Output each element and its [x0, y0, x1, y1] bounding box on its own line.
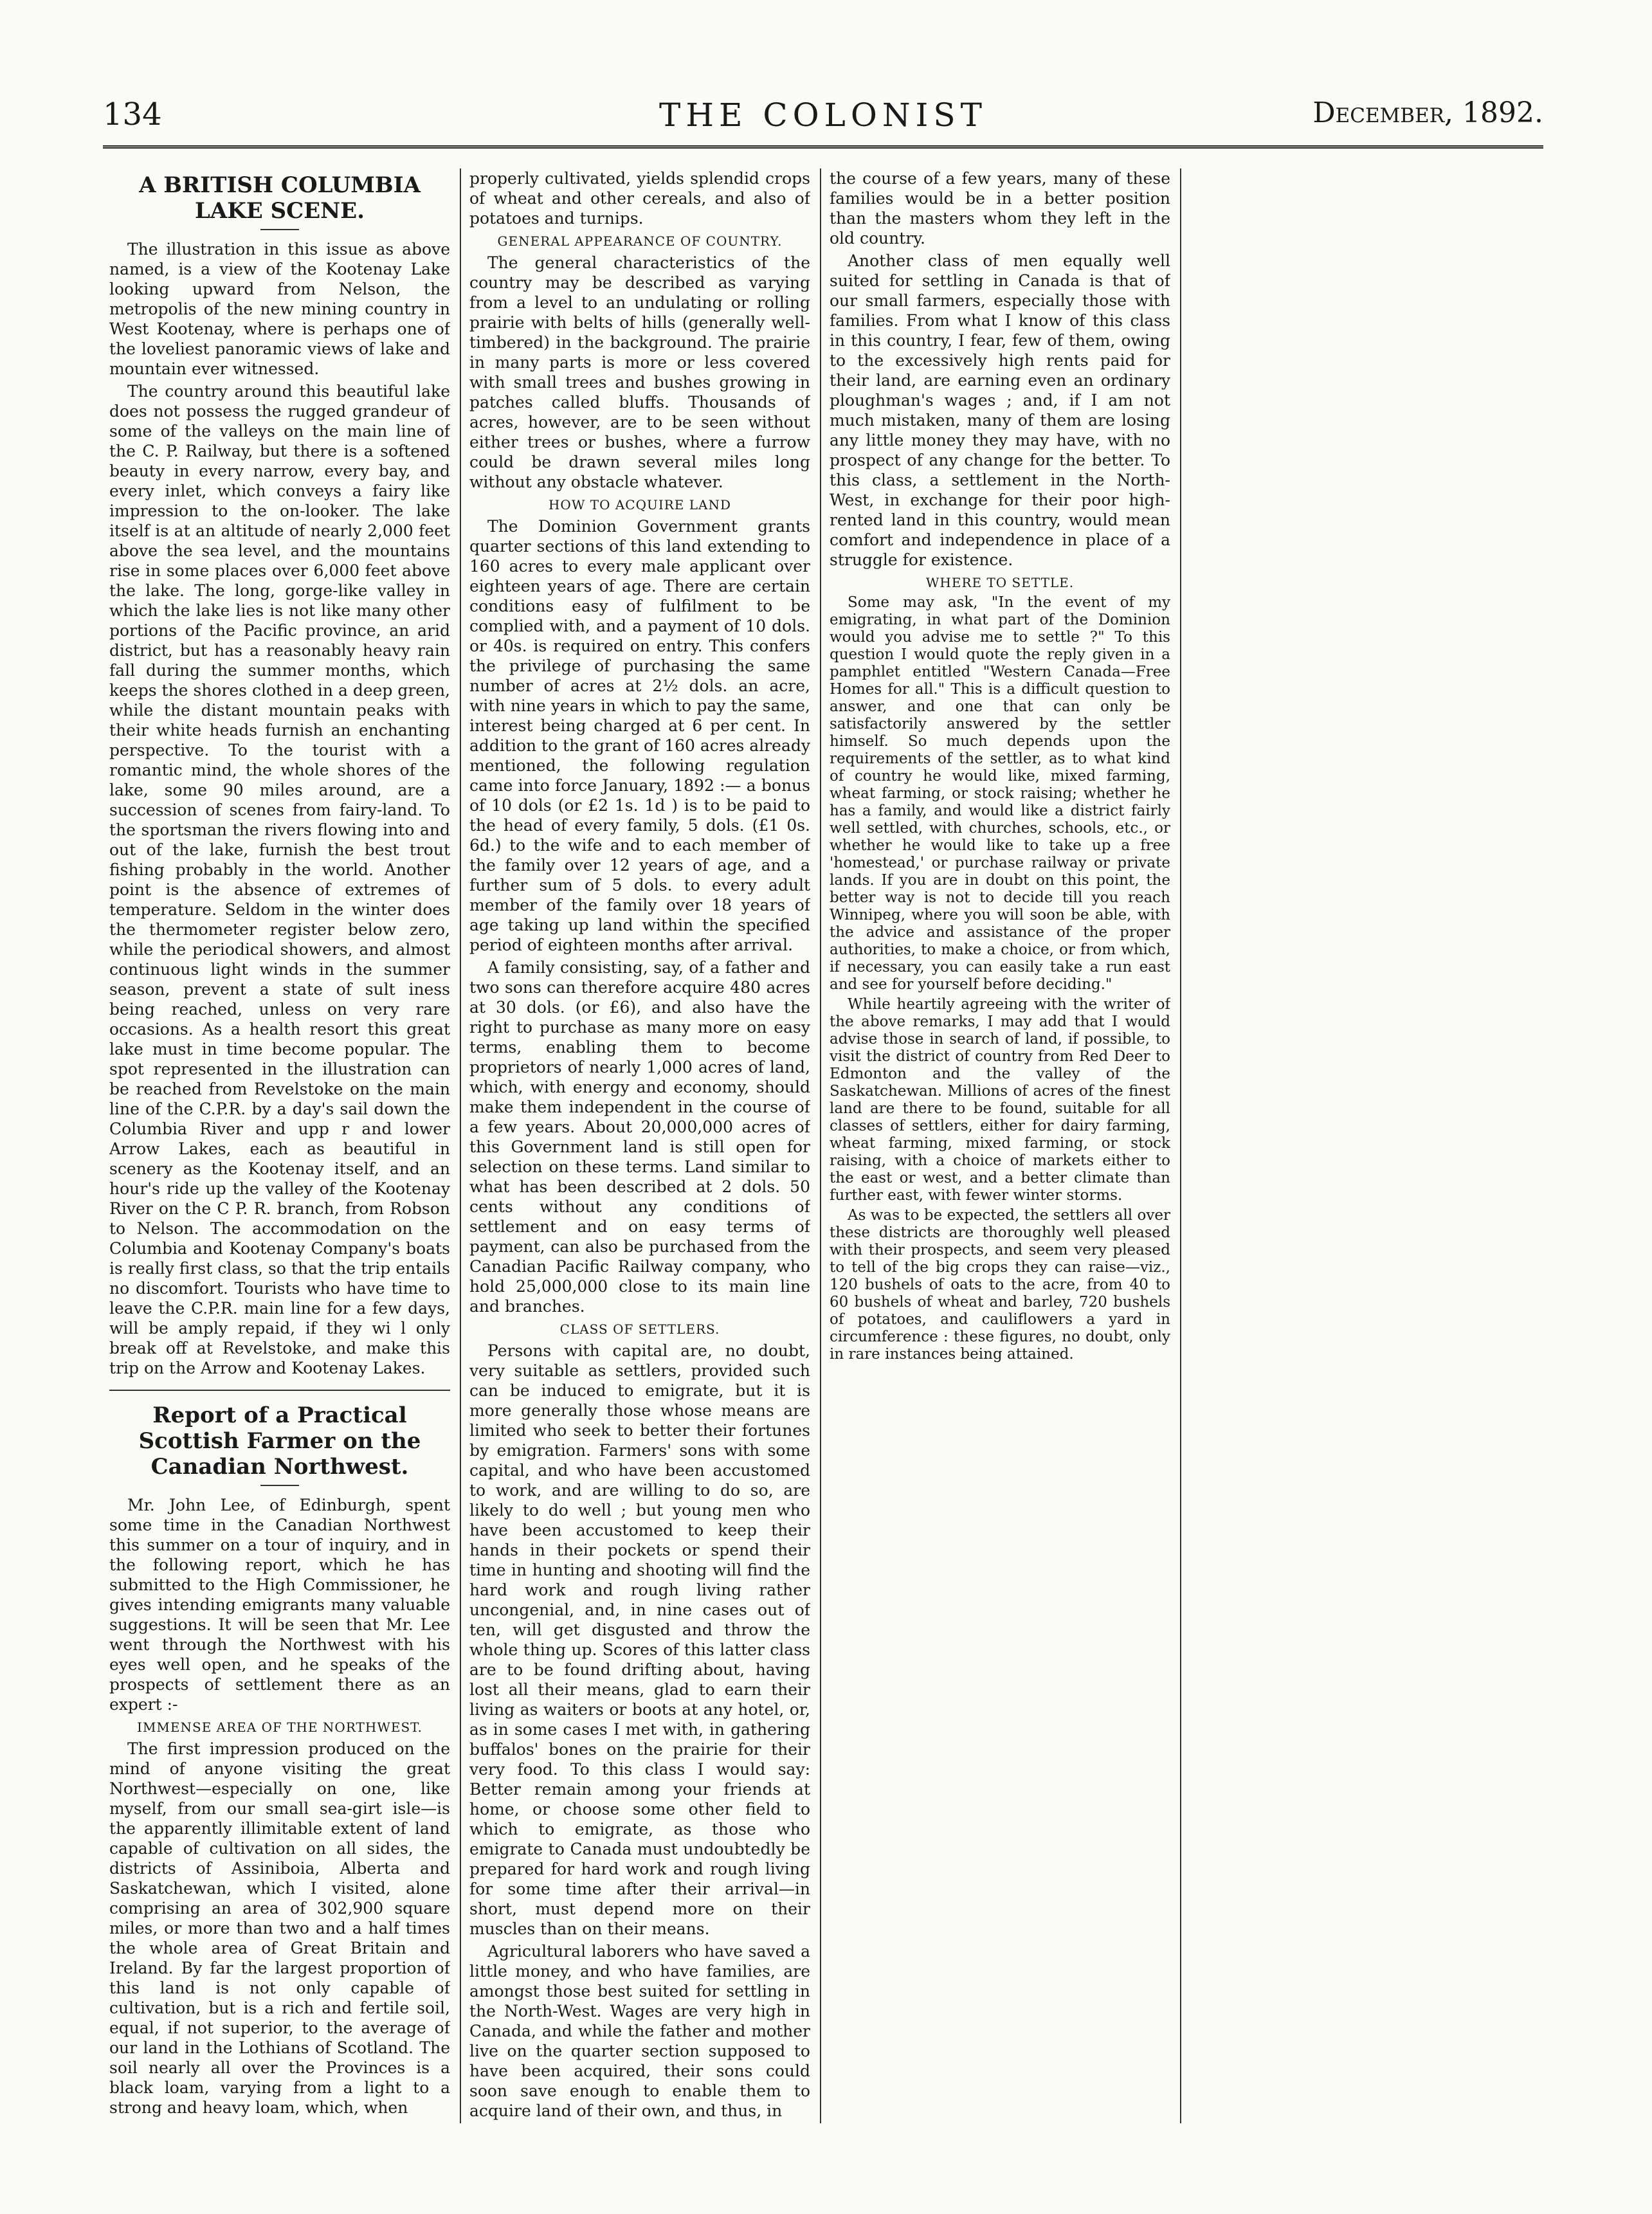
page-number: 134 [103, 96, 162, 132]
paragraph: The Dominion Government grants quarter sections of this land extending to 160 acres to every male applicant over eighteen years of age. There are certain conditions easy of fulfilment to be complied with, and a payment of 10 dols. or 40s. is required on entry. This confers the privilege of purchasing the same number of acres at 2½ dols. an acre, with nine years in which to pay the same, interest being charged at 6 per cent. In addition to the grant of 160 acres already mentioned, the following regulation came into force January, 1892 :— a bonus of 10 dols (or £2 1s. 1d ) is to be paid to the head of every family, 5 dols. (£1 0s. 6d.) to the wife and to each member of the family over 12 years of age, and a further sum of 5 dols. to every adult member of the family over 18 years of age taking up land within the specified period of eighteen months after arrival. [469, 517, 810, 954]
column-divider [1180, 168, 1181, 2123]
header-rule [103, 145, 1543, 149]
column-1 [109, 168, 450, 2130]
article-separator [109, 1390, 450, 1391]
paragraph: Persons with capital are, no doubt, very suitable as settlers, provided such can be induced to emigrate, but it is more generally those whose means are limited who seek to better their fortunes by emigration. Farmers' sons with some capital, and who have been accustomed to work, and are willing to do so, are likely to do well ; but young men who have been accustomed to keep their hands in their pockets or spend their time in hunting and shooting will find the hard work and rough living rather uncongenial, and, in nine cases out of ten, will get disgusted and throw the whole thing up. Scores of this latter class are to be found drifting about, having lost all their means, glad to earn their living as waiters or boots at any hotel, or, as in some cases I met with, in gathering buffalos' bones on the prairie for their very food. To this class I would say: Better remain among your friends at home, or choose some other field to which to emigrate, as those who emigrate to Canada must undoubtedly be prepared for hard work and rough living for some time after their arrival—in short, must depend more on their muscles than on their means. [469, 1341, 810, 1938]
paragraph-continued: properly cultivated, yields splendid crops of wheat and other cereals, and also of potatoes and turnips. [469, 169, 810, 228]
paragraph: Agricultural laborers who have saved a little money, and who have families, are amongst those best suited for settling in the North-West. Wages are very high in Canada, and while the father and mother live on the quarter section supposed to have been acquired, their sons could soon save enough to enable them to acquire land of their own, and thus, in [469, 1942, 810, 2120]
paragraph: Mr. John Lee, of Edinburgh, spent some time in the Canadian Northwest this summer on a tour of inquiry, and in the following report, which he has submitted to the High Commissioner, he gives intending emigrants many valuable suggestions. It will be seen that Mr. Lee went through the Northwest with his eyes well open, and he speaks of the prospects of settlement there as an expert :- [109, 1496, 450, 1714]
paragraph: A family consisting, say, of a father and two sons can therefore acquire 480 acres at 30 dols. (or £6), and also have the right to purchase as many more on easy terms, enabling them to become proprietors of nearly 1,000 acres of land, which, with energy and economy, should make them independent in the course of a few years. About 20,000,000 acres of this Government land is still open for selection on these terms. Land similar to what has been described at 2 dols. 50 cents without any conditions of settlement and on easy terms of payment, can also be purchased from the Canadian Pacific Railway company, who hold 25,000,000 close to its main line and branches. [469, 958, 810, 1316]
column-divider [460, 168, 461, 2123]
page-header [103, 96, 1543, 141]
publication-title: THE COLONIST [659, 96, 987, 134]
column-3 [830, 168, 1170, 2130]
paragraph: Another class of men equally well suited for settling in Canada is that of our small farmers, especially those with families. From what I know of this class in this country, I fear, few of them, owing to the excessively high rents paid for their land, are earning even an ordinary ploughman's wages ; and, if I am not much mistaken, many of them are losing any little money they may have, with no prospect of any change for the better. To this class, a settlement in the North-West, in exchange for their poor high-rented land in this country, would mean comfort and independence in place of a struggle for existence. [830, 251, 1170, 569]
paragraph: As was to be expected, the settlers all over these districts are thoroughly well pleased with their prospects, and seem very pleased to tell of the big crops they can raise—viz., 120 bushels of oats to the acre, from 40 to 60 bushels of wheat and barley, 720 bushels of potatoes, and cauliflowers a yard in circumference : these figures, no doubt, only in rare instances being attained. [830, 1207, 1170, 1363]
section-heading: HOW TO ACQUIRE LAND [548, 497, 732, 513]
section-heading: IMMENSE AREA OF THE NORTHWEST. [137, 1719, 422, 1735]
article-title: A BRITISH COLUMBIA LAKE SCENE. [139, 172, 421, 224]
paragraph: The first impression produced on the mind of anyone visiting the great Northwest—especially on one, like myself, from our small sea-girt isle—is the apparently illimitable extent of land capable of cultivation on all sides, the districts of Assiniboia, Alberta and Saskatchewan, which I visited, alone comprising an area of 302,900 square miles, or more than two and a half times the whole area of Great Britain and Ireland. By far the largest proportion of this land is not only capable of cultivation, but is a rich and fertile soil, equal, if not superior, to the average of our land in the Lothians of Scotland. The soil nearly all over the Provinces is a black loam, varying from a light to a strong and heavy loam, which, when [109, 1739, 450, 2117]
paragraph: While heartily agreeing with the writer of the above remarks, I may add that I would advise those in search of land, if possible, to visit the district of country from Red Deer to Edmonton and the valley of the Saskatchewan. Millions of acres of the finest land are there to be found, suitable for all classes of settlers, either for dairy farming, wheat farming, mixed farming, or stock raising, with a choice of markets either to the east or west, and a better climate than further east, with fewer winter storms. [830, 996, 1170, 1204]
paragraph: The illustration in this issue as above named, is a view of the Kootenay Lake looking upward from Nelson, the metropolis of the new mining country in West Kootenay, where is perhaps one of the loveliest panoramic views of lake and mountain ever witnessed. [109, 240, 450, 378]
column-divider [820, 168, 821, 2123]
paragraph: The general characteristics of the country may be described as varying from a level to an undulating or rolling prairie with belts of hills (generally well-timbered) in the background. The prairie in many parts is more or less covered with small trees and bushes growing in patches called bluffs. Thousands of acres, however, are to be seen without either trees or bushes, where a furrow could be drawn several miles long without any obstacle whatever. [469, 253, 810, 491]
paragraph: Some may ask, "In the event of my emigrating, in what part of the Dominion would you advise me to settle ?" To this question I would quote the reply given in a pamphlet entitled "Western Canada—Free Homes for all." This is a difficult question to answer, and one that can only be satisfactorily answered by the settler himself. So much depends upon the requirements of the settler, as to what kind of country he would like, mixed farming, wheat farming, or stock raising; whether he has a family, and would like a district fairly well settled, with churches, schools, etc., or whether he would like to take up a free 'homestead,' or purchase railway or private lands. If you are in doubt on this point, the better way is not to decide till you reach Winnipeg, where you will soon be able, with the advice and assistance of the proper authorities, to make a choice, or from which, if necessary, you can easily take a run east and see for yourself before deciding." [830, 594, 1170, 993]
title-dash [260, 1485, 299, 1486]
title-dash [260, 229, 299, 230]
paragraph: The country around this beautiful lake does not possess the rugged grandeur of some of the valleys on the main line of the C. P. Railway, but there is a softened beauty in every narrow, every bay, and every inlet, which conveys a fairy like impression to the on-looker. The lake itself is at an altitude of nearly 2,000 feet above the sea level, and the mountains rise in some places over 6,000 feet above the lake. The long, gorge-like valley in which the lake lies is not like many other portions of the Pacific province, an arid district, but has a reasonably heavy rain fall during the summer months, which keeps the shores clothed in a deep green, while the distant mountain peaks with their white heads furnish an enchanting perspective. To the tourist with a romantic mind, the whole shores of the lake, some 90 miles around, are a succession of scenes from fairy-land. To the sportsman the rivers flowing into and out of the lake, furnish the best trout fishing probably in the world. Another point is the absence of extremes of temperature. Seldom in the winter does the thermometer register below zero, while the periodical showers, and almost continuous light winds in the summer season, prevent a state of sult iness being reached, unless on very rare occasions. As a health resort this great lake must in time become popular. The spot represented in the illustration can be reached from Revelstoke on the main line of the C.P.R. by a day's sail down the Columbia River and upp r and lower Arrow Lakes, each as beautiful in scenery as the Kootenay itself, and an hour's ride up the valley of the Kootenay River on the C P. R. branch, from Robson to Nelson. The accommodation on the Columbia and Kootenay Company's boats is really first class, so that the trip entails no discomfort. Tourists who have time to leave the C.P.R. main line for a few days, will be amply repaid, if they wi l only break off at Revelstoke, and make this trip on the Arrow and Kootenay Lakes. [109, 382, 450, 1377]
article-title: Report of a Practical Scottish Farmer on the Canadian Northwest. [138, 1402, 421, 1480]
section-heading: GENERAL APPEARANCE OF COUNTRY. [497, 233, 783, 249]
section-heading: CLASS OF SETTLERS. [559, 1321, 720, 1337]
column-4 [1190, 168, 1530, 2130]
paragraph-continued: the course of a few years, many of these families would be in a better position than the masters whom they left in the old country. [830, 169, 1170, 248]
section-heading: WHERE TO SETTLE. [925, 575, 1075, 590]
column-2 [469, 168, 810, 2130]
issue-date: December, 1892. [1312, 96, 1543, 129]
